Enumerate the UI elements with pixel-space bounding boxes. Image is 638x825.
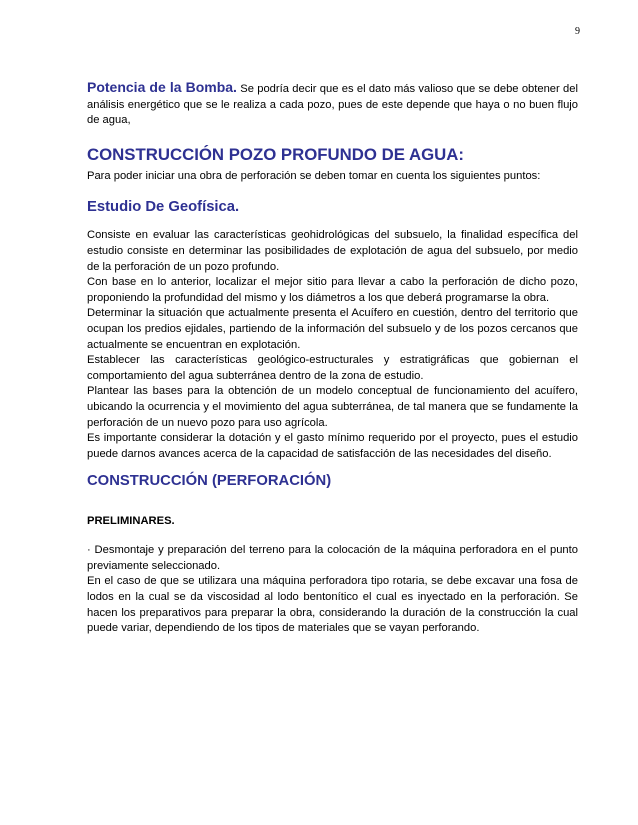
subheading-preliminares: PRELIMINARES. [87, 515, 175, 528]
body-paragraph: Establecer las características geológico-estructurales y estratigráficas que gobiernan el comportamiento del agua subterránea dentro de la zona de estudio. [87, 354, 578, 382]
page-number: 9 [575, 26, 580, 37]
body-paragraph: · Desmontaje y preparación del terreno para la colocación de la máquina perforadora en el punto previamente seleccionado. [87, 544, 578, 572]
intro-text: Se podría decir que es el dato más valioso que se debe obtener del análisis energético que se le realiza a cada pozo, pues de este depende que haya o no buen flujo de agua, [87, 83, 578, 127]
section-intro-text: Para poder iniciar una obra de perforación se deben tomar en cuenta los siguientes puntos: [87, 169, 541, 182]
section-heading-construccion-pozo: CONSTRUCCIÓN POZO PROFUNDO DE AGUA: [87, 144, 464, 164]
body-paragraph: Con base en lo anterior, localizar el mejor sitio para llevar a cabo la perforación de dicho pozo, proponiendo la profundidad del mismo y los diámetros a los que deberá programarse la obra. [87, 276, 578, 304]
section-heading-construccion-perforacion: CONSTRUCCIÓN (PERFORACIÓN) [87, 473, 332, 490]
body-paragraph: Plantear las bases para la obtención de un modelo conceptual de funcionamiento del acuífero, ubicando la ocurrencia y el movimiento del agua subterránea, de tal manera que se fundamente la perforación de un nuevo pozo para uso agrícola. [87, 385, 578, 429]
section-heading-estudio-geofisica: Estudio De Geofísica. [87, 199, 240, 216]
body-paragraph: En el caso de que se utilizara una máquina perforadora tipo rotaria, se debe excavar una fosa de lodos en la cual se da viscosidad al lodo bentonítico el cual es inyectado en la perforación. Se hacen los preparativos para preparar la obra, considerando la duración de la construcción la cual puede variar, dependiendo de los tipos de materiales que se vayan perforando. [87, 575, 578, 635]
intro-paragraph [87, 80, 578, 129]
intro-lead: Potencia de la Bomba. [87, 79, 237, 95]
body-paragraph: Determinar la situación que actualmente presenta el Acuífero en cuestión, dentro del territorio que ocupan los predios ejidales, partiendo de la información del subsuelo y de los pozos cercanos que actualmente se encuentran en explotación. [87, 307, 578, 351]
body-paragraph: Consiste en evaluar las características geohidrológicas del subsuelo, la finalidad específica del estudio consiste en determinar las posibilidades de explotación de agua del subsuelo, por medio de la perforación de un pozo profundo. [87, 229, 578, 273]
body-paragraph: Es importante considerar la dotación y el gasto mínimo requerido por el proyecto, pues el estudio puede darnos avances acerca de la capacidad de satisfacción de las necesidades del diseño. [87, 432, 578, 460]
page-content [87, 80, 578, 637]
